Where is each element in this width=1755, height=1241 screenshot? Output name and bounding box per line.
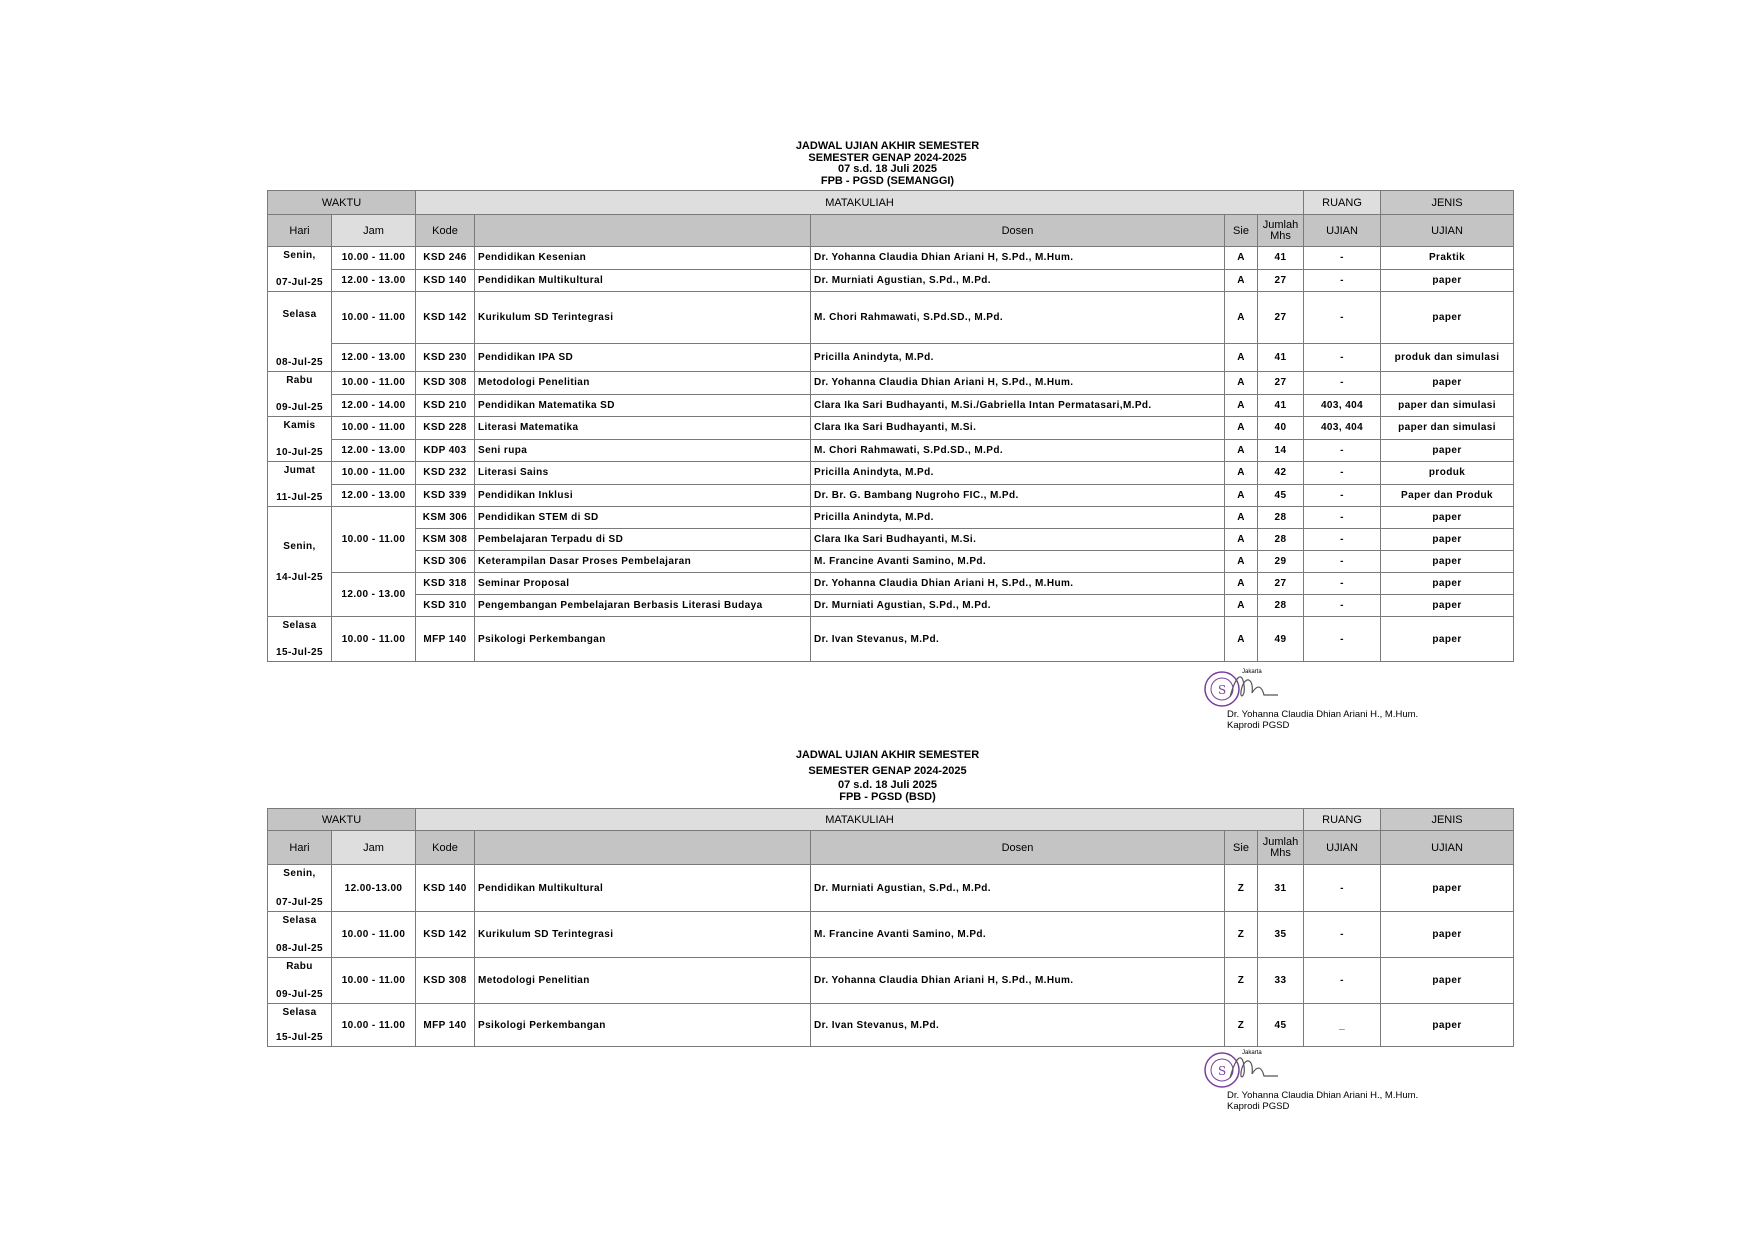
signature-block	[1202, 667, 1462, 731]
student-count: 31	[1258, 865, 1304, 912]
day-cell	[268, 292, 332, 372]
day-name: Senin,	[283, 868, 316, 879]
lecturer: Dr. Br. G. Bambang Nugroho FIC., M.Pd.	[811, 484, 1225, 507]
header-jenis-ujian: UJIAN	[1381, 215, 1514, 247]
course-name: Pengembangan Pembelajaran Berbasis Literasi Budaya	[475, 595, 811, 617]
course-code: KSM 308	[416, 529, 475, 551]
section: A	[1225, 269, 1258, 292]
table-row	[268, 439, 1514, 462]
header-ruang: RUANG	[1304, 191, 1381, 215]
student-count: 28	[1258, 529, 1304, 551]
time-cell: 12.00 - 13.00	[332, 343, 416, 371]
table-row	[268, 462, 1514, 485]
lecturer: Clara Ika Sari Budhayanti, M.Si.	[811, 417, 1225, 440]
student-count: 27	[1258, 372, 1304, 395]
header-sie: Sie	[1225, 215, 1258, 247]
exam-type: paper	[1381, 1004, 1514, 1047]
day-date: 07-Jul-25	[276, 277, 323, 288]
header-ruang-ujian: UJIAN	[1304, 831, 1381, 865]
section: Z	[1225, 1004, 1258, 1047]
course-code: KDP 403	[416, 439, 475, 462]
signature-stamp	[1202, 1048, 1292, 1090]
student-count: 41	[1258, 247, 1304, 270]
exam-type: paper	[1381, 551, 1514, 573]
student-count: 28	[1258, 507, 1304, 529]
course-code: KSD 246	[416, 247, 475, 270]
header-jenis: JENIS	[1381, 191, 1514, 215]
section: A	[1225, 595, 1258, 617]
time-cell: 10.00 - 11.00	[332, 1004, 416, 1047]
exam-type: paper	[1381, 529, 1514, 551]
exam-room: -	[1304, 439, 1381, 462]
lecturer: Dr. Yohanna Claudia Dhian Ariani H, S.Pd., M.Hum.	[811, 247, 1225, 270]
student-count: 49	[1258, 617, 1304, 662]
time-cell: 10.00 - 11.00	[332, 417, 416, 440]
exam-type: paper	[1381, 595, 1514, 617]
exam-room: -	[1304, 343, 1381, 371]
lecturer: Clara Ika Sari Budhayanti, M.Si./Gabriella Intan Permatasari,M.Pd.	[811, 394, 1225, 417]
exam-type: paper	[1381, 573, 1514, 595]
student-count: 14	[1258, 439, 1304, 462]
section: Z	[1225, 912, 1258, 958]
day-cell	[268, 247, 332, 292]
student-count: 28	[1258, 595, 1304, 617]
exam-room: -	[1304, 595, 1381, 617]
course-name: Metodologi Penelitian	[475, 958, 811, 1004]
course-name: Psikologi Perkembangan	[475, 1004, 811, 1047]
time-cell: 10.00 - 11.00	[332, 617, 416, 662]
day-cell	[268, 617, 332, 662]
exam-room: -	[1304, 865, 1381, 912]
lecturer: M. Francine Avanti Samino, M.Pd.	[811, 912, 1225, 958]
section: Z	[1225, 958, 1258, 1004]
lecturer: Pricilla Anindyta, M.Pd.	[811, 343, 1225, 371]
course-code: KSD 308	[416, 372, 475, 395]
course-code: MFP 140	[416, 1004, 475, 1047]
course-code: KSD 232	[416, 462, 475, 485]
day-cell	[268, 462, 332, 507]
signatory-role: Kaprodi PGSD	[1227, 1101, 1290, 1112]
course-name: Pendidikan STEM di SD	[475, 507, 811, 529]
section: A	[1225, 439, 1258, 462]
signatory-role: Kaprodi PGSD	[1227, 720, 1290, 731]
signature-stamp	[1202, 667, 1292, 709]
lecturer: Pricilla Anindyta, M.Pd.	[811, 462, 1225, 485]
day-name: Rabu	[286, 375, 313, 386]
day-name: Selasa	[282, 915, 317, 926]
lecturer: Dr. Yohanna Claudia Dhian Ariani H, S.Pd., M.Hum.	[811, 958, 1225, 1004]
exam-type: paper	[1381, 269, 1514, 292]
table-row	[268, 343, 1514, 371]
exam-type: paper	[1381, 958, 1514, 1004]
table-row	[268, 1004, 1514, 1047]
course-code: KSD 318	[416, 573, 475, 595]
header-ruang-ujian: UJIAN	[1304, 215, 1381, 247]
header-waktu: WAKTU	[268, 191, 416, 215]
day-cell	[268, 417, 332, 462]
table-row	[268, 912, 1514, 958]
day-cell	[268, 912, 332, 958]
exam-room: -	[1304, 529, 1381, 551]
exam-type: paper	[1381, 372, 1514, 395]
table-row	[268, 617, 1514, 662]
student-count: 35	[1258, 912, 1304, 958]
day-name: Senin,	[283, 540, 316, 552]
course-name: Literasi Matematika	[475, 417, 811, 440]
student-count: 29	[1258, 551, 1304, 573]
course-code: KSD 230	[416, 343, 475, 371]
exam-room: -	[1304, 912, 1381, 958]
lecturer: Dr. Murniati Agustian, S.Pd., M.Pd.	[811, 865, 1225, 912]
header-sie: Sie	[1225, 831, 1258, 865]
course-code: KSD 142	[416, 912, 475, 958]
time-cell: 12.00 - 14.00	[332, 394, 416, 417]
section: A	[1225, 343, 1258, 371]
day-date: 08-Jul-25	[276, 357, 323, 368]
exam-room: -	[1304, 247, 1381, 270]
header-matakuliah: MATAKULIAH	[416, 191, 1304, 215]
day-name: Selasa	[282, 1007, 317, 1018]
section: A	[1225, 372, 1258, 395]
time-cell: 10.00 - 11.00	[332, 912, 416, 958]
title-line-1: JADWAL UJIAN AKHIR SEMESTER	[795, 140, 980, 152]
exam-room: -	[1304, 573, 1381, 595]
title-line-4: FPB - PGSD (BSD)	[839, 791, 936, 803]
header-matakuliah: MATAKULIAH	[416, 809, 1304, 831]
table-row	[268, 394, 1514, 417]
svg-text:S: S	[1218, 1064, 1227, 1078]
lecturer: M. Chori Rahmawati, S.Pd.SD., M.Pd.	[811, 439, 1225, 462]
section: A	[1225, 247, 1258, 270]
day-name: Senin,	[283, 250, 316, 261]
exam-room: -	[1304, 372, 1381, 395]
exam-room: -	[1304, 462, 1381, 485]
student-count: 27	[1258, 269, 1304, 292]
day-date: 09-Jul-25	[276, 989, 323, 1000]
lecturer: Dr. Murniati Agustian, S.Pd., M.Pd.	[811, 269, 1225, 292]
exam-type: Praktik	[1381, 247, 1514, 270]
signatory-name: Dr. Yohanna Claudia Dhian Ariani H., M.Hum.	[1227, 1090, 1419, 1101]
table-row	[268, 958, 1514, 1004]
day-date: 09-Jul-25	[276, 402, 323, 413]
exam-room: _	[1304, 1004, 1381, 1047]
course-code: KSD 339	[416, 484, 475, 507]
lecturer: Pricilla Anindyta, M.Pd.	[811, 507, 1225, 529]
exam-room: 403, 404	[1304, 417, 1381, 440]
student-count: 41	[1258, 394, 1304, 417]
header-hari: Hari	[268, 831, 332, 865]
day-cell	[268, 507, 332, 617]
course-name: Kurikulum SD Terintegrasi	[475, 912, 811, 958]
exam-room: -	[1304, 292, 1381, 344]
exam-type: paper	[1381, 865, 1514, 912]
section: A	[1225, 529, 1258, 551]
course-code: KSD 308	[416, 958, 475, 1004]
time-cell: 10.00 - 11.00	[332, 372, 416, 395]
exam-type: paper dan simulasi	[1381, 394, 1514, 417]
header-hari: Hari	[268, 215, 332, 247]
time-cell: 12.00 - 13.00	[332, 484, 416, 507]
course-name: Literasi Sains	[475, 462, 811, 485]
section: A	[1225, 292, 1258, 344]
title-line-3: 07 s.d. 18 Juli 2025	[837, 779, 938, 791]
course-name: Pendidikan Kesenian	[475, 247, 811, 270]
section: A	[1225, 617, 1258, 662]
student-count: 27	[1258, 292, 1304, 344]
time-cell: 12.00-13.00	[332, 865, 416, 912]
header-jenis: JENIS	[1381, 809, 1514, 831]
student-count: 40	[1258, 417, 1304, 440]
header-jumlah: Jumlah Mhs	[1258, 215, 1304, 247]
title-line-4: FPB - PGSD (SEMANGGI)	[820, 174, 955, 187]
header-jenis-ujian: UJIAN	[1381, 831, 1514, 865]
lecturer: Dr. Ivan Stevanus, M.Pd.	[811, 617, 1225, 662]
lecturer: Dr. Yohanna Claudia Dhian Ariani H, S.Pd., M.Hum.	[811, 372, 1225, 395]
schedule-table-bsd	[267, 808, 1514, 1047]
lecturer: Dr. Murniati Agustian, S.Pd., M.Pd.	[811, 595, 1225, 617]
exam-type: produk	[1381, 462, 1514, 485]
day-cell	[268, 865, 332, 912]
signatory-name: Dr. Yohanna Claudia Dhian Ariani H., M.Hum.	[1227, 709, 1419, 720]
course-name: Pendidikan Multikultural	[475, 865, 811, 912]
lecturer: Clara Ika Sari Budhayanti, M.Si.	[811, 529, 1225, 551]
time-cell: 12.00 - 13.00	[332, 439, 416, 462]
time-cell: 10.00 - 11.00	[332, 247, 416, 270]
title-line-1: JADWAL UJIAN AKHIR SEMESTER	[795, 749, 980, 761]
course-name: Keterampilan Dasar Proses Pembelajaran	[475, 551, 811, 573]
day-date: 11-Jul-25	[276, 492, 323, 503]
exam-room: 403, 404	[1304, 394, 1381, 417]
title-line-3: 07 s.d. 18 Juli 2025	[837, 163, 938, 175]
section: A	[1225, 573, 1258, 595]
table-row	[268, 417, 1514, 440]
course-code: KSD 306	[416, 551, 475, 573]
title-line-2: SEMESTER GENAP 2024-2025	[808, 151, 967, 164]
schedule-table-semanggi	[267, 190, 1514, 662]
table-row	[268, 269, 1514, 292]
exam-room: -	[1304, 484, 1381, 507]
course-name: Pendidikan Multikultural	[475, 269, 811, 292]
header-waktu: WAKTU	[268, 809, 416, 831]
time-cell: 10.00 - 11.00	[332, 292, 416, 344]
course-code: KSD 210	[416, 394, 475, 417]
student-count: 27	[1258, 573, 1304, 595]
course-name: Seminar Proposal	[475, 573, 811, 595]
course-name: Metodologi Penelitian	[475, 372, 811, 395]
table-row	[268, 865, 1514, 912]
course-name: Pembelajaran Terpadu di SD	[475, 529, 811, 551]
time-cell: 10.00 - 11.00	[332, 958, 416, 1004]
schedule-title-semanggi	[0, 141, 1755, 187]
table-row	[268, 247, 1514, 270]
day-name: Kamis	[283, 420, 316, 431]
exam-type: paper	[1381, 617, 1514, 662]
course-code: KSD 140	[416, 269, 475, 292]
lecturer: M. Chori Rahmawati, S.Pd.SD., M.Pd.	[811, 292, 1225, 344]
course-name: Pendidikan Inklusi	[475, 484, 811, 507]
time-cell: 10.00 - 11.00	[332, 462, 416, 485]
exam-type: paper	[1381, 507, 1514, 529]
student-count: 41	[1258, 343, 1304, 371]
header-jumlah: Jumlah Mhs	[1258, 831, 1304, 865]
lecturer: M. Francine Avanti Samino, M.Pd.	[811, 551, 1225, 573]
signature-block	[1202, 1048, 1462, 1112]
exam-room: -	[1304, 507, 1381, 529]
course-name: Kurikulum SD Terintegrasi	[475, 292, 811, 344]
course-code: KSD 310	[416, 595, 475, 617]
lecturer: Dr. Yohanna Claudia Dhian Ariani H, S.Pd., M.Hum.	[811, 573, 1225, 595]
header-dosen: Dosen	[811, 831, 1225, 865]
course-code: MFP 140	[416, 617, 475, 662]
header-ruang: RUANG	[1304, 809, 1381, 831]
student-count: 45	[1258, 1004, 1304, 1047]
header-jam: Jam	[332, 831, 416, 865]
svg-text:S: S	[1218, 683, 1227, 697]
time-cell: 12.00 - 13.00	[332, 573, 416, 617]
schedule-title-bsd	[0, 748, 1755, 803]
header-nama	[475, 831, 811, 865]
student-count: 45	[1258, 484, 1304, 507]
course-name: Pendidikan Matematika SD	[475, 394, 811, 417]
day-date: 14-Jul-25	[276, 571, 323, 583]
day-date: 15-Jul-25	[276, 1032, 323, 1043]
exam-type: paper	[1381, 292, 1514, 344]
day-cell	[268, 372, 332, 417]
day-date: 15-Jul-25	[276, 647, 323, 658]
table-row	[268, 292, 1514, 344]
section: A	[1225, 507, 1258, 529]
stamp-city: Jakarta	[1242, 1050, 1262, 1056]
time-cell: 12.00 - 13.00	[332, 269, 416, 292]
student-count: 42	[1258, 462, 1304, 485]
exam-type: paper dan simulasi	[1381, 417, 1514, 440]
course-name: Pendidikan IPA SD	[475, 343, 811, 371]
header-jam: Jam	[332, 215, 416, 247]
table-row	[268, 484, 1514, 507]
table-row	[268, 551, 1514, 573]
course-code: KSM 306	[416, 507, 475, 529]
day-date: 10-Jul-25	[276, 447, 323, 458]
section: A	[1225, 394, 1258, 417]
course-code: KSD 140	[416, 865, 475, 912]
day-date: 07-Jul-25	[276, 897, 323, 908]
time-cell: 10.00 - 11.00	[332, 507, 416, 573]
exam-type: paper	[1381, 912, 1514, 958]
exam-type: Paper dan Produk	[1381, 484, 1514, 507]
exam-type: paper	[1381, 439, 1514, 462]
day-date: 08-Jul-25	[276, 943, 323, 954]
header-kode: Kode	[416, 831, 475, 865]
title-line-2: SEMESTER GENAP 2024-2025	[808, 764, 967, 777]
stamp-city: Jakarta	[1242, 669, 1262, 675]
day-cell	[268, 1004, 332, 1047]
course-name: Seni rupa	[475, 439, 811, 462]
header-dosen: Dosen	[811, 215, 1225, 247]
day-name: Selasa	[282, 309, 317, 320]
day-name: Jumat	[283, 465, 316, 476]
header-kode: Kode	[416, 215, 475, 247]
section: A	[1225, 551, 1258, 573]
exam-room: -	[1304, 617, 1381, 662]
section: A	[1225, 484, 1258, 507]
day-name: Selasa	[282, 620, 317, 631]
exam-type: produk dan simulasi	[1381, 343, 1514, 371]
table-row	[268, 507, 1514, 529]
header-nama	[475, 215, 811, 247]
table-row	[268, 573, 1514, 595]
day-name: Rabu	[286, 961, 313, 972]
exam-room: -	[1304, 958, 1381, 1004]
table-row	[268, 372, 1514, 395]
lecturer: Dr. Ivan Stevanus, M.Pd.	[811, 1004, 1225, 1047]
exam-room: -	[1304, 551, 1381, 573]
section: Z	[1225, 865, 1258, 912]
table-row	[268, 595, 1514, 617]
course-name: Psikologi Perkembangan	[475, 617, 811, 662]
table-row	[268, 529, 1514, 551]
section: A	[1225, 462, 1258, 485]
exam-room: -	[1304, 269, 1381, 292]
section: A	[1225, 417, 1258, 440]
course-code: KSD 228	[416, 417, 475, 440]
student-count: 33	[1258, 958, 1304, 1004]
day-cell	[268, 958, 332, 1004]
course-code: KSD 142	[416, 292, 475, 344]
